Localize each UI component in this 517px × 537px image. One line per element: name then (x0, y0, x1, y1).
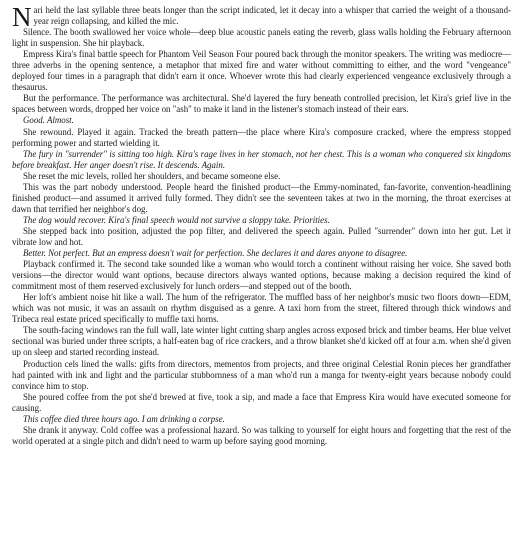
paragraph: She stepped back into position, adjusted the pop filter, and delivered the speech again. Pulled "surrender" down into her gut. Let it vibrate low and hot. (12, 225, 511, 247)
paragraph: The south-facing windows ran the full wall, late winter light cutting sharp angles across exposed brick and timber beams. Her blue velvet sectional was buried under three scripts, a half-eaten bag of rice crackers, and a throw blanket she'd kicked off at four a.m. when she'd given up on sleep and started recording instead. (12, 325, 511, 358)
italic-thought: Better. Not perfect. But an empress doesn't wait for perfection. She declares it and dares anyone to disagree. (23, 248, 408, 259)
paragraph: Empress Kira's final battle speech for Phantom Veil Season Four poured back through the monitor speakers. The writing was mediocre—three adverbs in the opening sentence, a metaphor that mixed fire and water without committing to either, and the word "vengeance" deployed four times in a paragraph that didn't earn it once. Whoever wrote this had clearly experienced vengeance exclusively through a thesaurus. (12, 49, 511, 93)
paragraph: She reset the mic levels, rolled her shoulders, and became someone else. (23, 170, 281, 181)
paragraph: She poured coffee from the pot she'd brewed at five, took a sip, and made a face that Empress Kira would have executed someone for causing. (12, 391, 511, 413)
paragraph: This was the part nobody understood. People heard the finished product—the Emmy-nominated, fan-favorite, convention-headlining finished product—and assumed it arrived fully formed. They didn't see the seventeen takes at two in the morning, the throat exercises at dawn that terrified her neighbor's dog. (12, 181, 511, 214)
paragraph: Playback confirmed it. The second take sounded like a woman who would torch a continent without raising her voice. She saved both versions—the director would want options, because directors always wanted options, because making a decision required the kind of commitment most of them reserved exclusively for lunch orders—and stepped out of the booth. (12, 259, 511, 292)
opening-paragraph (12, 2, 511, 32)
paragraph: She rewound. Played it again. Tracked the breath pattern—the place where Kira's composure cracked, where the empress stopped performing power and started wielding it. (12, 126, 511, 148)
opening-text: ari held the last syllable three beats longer than the script indicated, let it decay into a whisper that carried the weight of a thousand-year reign collapsing, and killed the mic. (33, 5, 511, 27)
paragraph: Production cels lined the walls: gifts from directors, mementos from projects, and three original Celestial Ronin pieces her grandfather had painted with ink and light and the particular stubbornness of a man who'd run a manga for twenty-eight years because nobody could convince him to stop. (12, 358, 511, 391)
paragraph: She drank it anyway. Cold coffee was a professional hazard. So was talking to yourself for eight hours and forgetting that the rest of the world operated at a single pitch and didn't need to warm up before saying good morning. (12, 424, 511, 446)
italic-thought: The fury in "surrender" is sitting too high. Kira's rage lives in her stomach, not her chest. This is a woman who conquered six kingdoms before breakfast. Her anger doesn't rise. It descends. Again. (12, 148, 511, 170)
italic-thought: This coffee died three hours ago. I am drinking a corpse. (23, 413, 225, 424)
drop-cap: N (12, 2, 32, 32)
italic-thought: Good. Almost. (23, 115, 74, 126)
paragraph: But the performance. The performance was architectural. She'd layered the fury beneath controlled precision, let Kira's grief live in the spaces between words, dropped her voice on "ash" to make it land in the listener's stomach instead of their ears. (12, 93, 511, 115)
italic-thought: The dog would recover. Kira's final speech would not survive a sloppy take. Priorities. (23, 214, 330, 225)
paragraph: Her loft's ambient noise hit like a wall. The hum of the refrigerator. The muffled bass of her neighbor's music two floors down—EDM, which was not music, it was an assault on rhythm disguised as a genre. A taxi horn from the street, filtered through thick windows and Tribeca real estate priced specifically to muffle taxi horns. (12, 292, 511, 325)
paragraph: Silence. The booth swallowed her voice whole—deep blue acoustic panels eating the reverb, glass walls holding the February afternoon light in suspension. She hit playback. (12, 27, 511, 49)
